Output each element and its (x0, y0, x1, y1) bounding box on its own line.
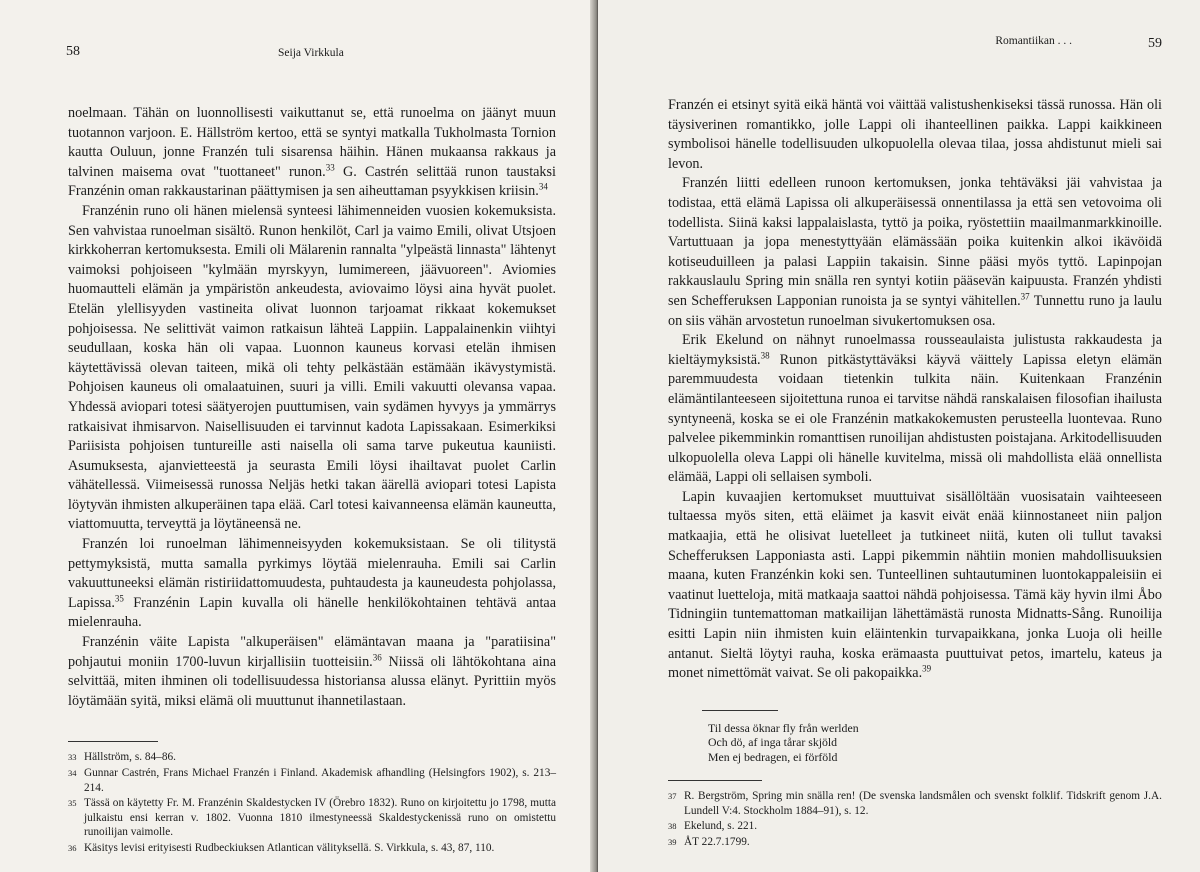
footnote-text: ÅT 22.7.1799. (684, 835, 750, 848)
paragraph (668, 96, 1162, 174)
paragraph (68, 633, 556, 711)
left-footnotes (68, 750, 556, 855)
footnote-ref: 34 (538, 181, 548, 192)
paragraph (668, 331, 1162, 488)
footnote (68, 750, 556, 765)
paragraph-text: Runon pitkästyttäväksi käyvä väittely Lapissa eletyn elämän paremmuudesta voidaan tietenkin tulkita näin. Kuitenkaan Franzénin elämäntilanteeseen sijoitettuna runoa ei tarvitse nähdä ranskalaisen filosofian ihailusta syntyneenä, koska se ei ole Franzénin matkakokemusten perusteella luontevaa. Runo palvelee pikemminkin romanttisen runoilijan ahdistusten poistajana. Arkitodellisuuden ulkopuolella oleva Lappi oli hänelle kuvitelma, missä oli mahdollista elää onnellista elämää, Lappi oli sellaisen symboli. (668, 351, 1162, 486)
paragraph-text: Franzén liitti edelleen runoon kertomuksen, jonka tehtäväksi jäi vahvistaa ja todistaa, että elämä Lapissa oli alkuperäisessä onnentilassa ja että sen vetovoima oli todellista. Siinä kaksi lappalaislasta, tyttö ja poika, ryöstettiin maailmanmarkkinoille. Vartuttuaan ja jopa menestyttyään elämässään poika kuitenkin alkoi ikävöidä kotiseuduilleen ja palasi Lappiin takaisin. Sinne pääsi myös tyttö. Lapinpojan rakkauslaulu Spring min snälla ren syntyi kotiin pääsevän kaipuusta. Franzén yhdisti sen Schefferuksen Lapponian runoista ja se syntyi vähitellen. (668, 175, 1162, 309)
footnote-text: Gunnar Castrén, Frans Michael Franzén i Finland. Akademisk afhandling (Helsingfors 1902), s. 213–214. (84, 767, 556, 794)
paragraph (68, 535, 556, 633)
paragraph-text: Franzénin Lapin kuvalla oli hänelle henkilökohtainen tehtävä antaa mielenrauha. (68, 594, 556, 631)
footnote-number: 33 (68, 752, 77, 763)
footnote-number: 38 (668, 821, 677, 832)
footnote-ref: 33 (325, 162, 335, 173)
footnote-ref: 38 (760, 349, 770, 360)
poem-rule (702, 710, 778, 711)
footnote-text: R. Bergström, Spring min snälla ren! (De svenska landsmålen och svenskt folklif. Tidskrift genom J.A. Lundell V:4. Stockholm 1884–91), s. 12. (684, 790, 1162, 817)
footnote (68, 796, 556, 840)
footnote-text: Tässä on käytetty Fr. M. Franzénin Skaldestycken IV (Örebro 1832). Runo on kirjoitettu jo 1798, mutta julkaistu ensi kerran v. 1802. Vuonna 1810 ilmestyneessä Skaldestyckenissä runo on omistettu runoilijan vaimolle. (84, 797, 556, 839)
footnote-ref: 35 (114, 593, 124, 604)
left-page (0, 0, 596, 872)
footnote (68, 841, 556, 856)
footnote-number: 36 (68, 842, 77, 853)
poem-quote (708, 710, 1162, 764)
paragraph-text: Tunnettu runo ja laulu on siis vähän arvostetun runoelman sivukertomuksen osa. (668, 292, 1162, 329)
paragraph (668, 488, 1162, 684)
paragraph-text: Niissä oli lähtökohtana aina selvittää, miten ihminen oli todellisuudessa historiansa alussa elänyt. Pyrittiin myös löytämään syitä, miksi elämä oli muuttunut ihannetilastaan. (68, 653, 556, 709)
paragraph (68, 202, 556, 535)
footnote-text: Hällström, s. 84–86. (84, 751, 176, 764)
right-body-text (668, 96, 1162, 684)
footnote-ref: 39 (922, 663, 932, 674)
paragraph (668, 174, 1162, 331)
right-footnote-rule (668, 780, 762, 781)
paragraph-text: Franzénin väite Lapista "alkuperäisen" elämäntavan maana ja "paratiisina" pohjautui moniin 1700-luvun kirjallisiin tuotteisiin. (68, 634, 556, 670)
paragraph-text: G. Castrén selittää runon taustaksi Franzénin oman rakkaustarinan päättymisen ja sen aiheuttaman psyykkisen kriisin. (68, 163, 556, 200)
left-body-text (68, 104, 556, 711)
paragraph (68, 104, 556, 202)
paragraph-text: Franzén loi runoelman lähimenneisyyden kokemuksistaan. Se oli tilitystä pettymyksistä, mutta samalla pyrkimys löytää mielenrauha. Emili sai Carlin vakuuttuneeksi elämän ristiriidattomuudesta, puhtaudesta ja kauneudesta pohjolassa, Lapissa. (68, 536, 556, 611)
left-running-header (68, 36, 556, 66)
footnote-number: 35 (68, 798, 77, 809)
paragraph-text: Erik Ekelund on nähnyt runoelmassa rousseaulaista julistusta rakkaudesta ja kieltäymyksistä. (668, 332, 1162, 368)
right-footnotes (668, 789, 1162, 849)
right-running-head: Romantiikan . . . (995, 35, 1072, 47)
right-footnotes-block (668, 780, 1162, 849)
poem-line: Til dessa öknar fly från werlden (708, 720, 859, 735)
right-running-header (668, 30, 1162, 60)
left-page-number: 58 (66, 44, 80, 59)
footnote (668, 835, 1162, 850)
footnote (68, 766, 556, 795)
footnote (668, 819, 1162, 834)
footnote-number: 37 (668, 791, 677, 802)
paragraph-text: Franzén ei etsinyt syitä eikä häntä voi väittää valistushenkiseksi tässä runossa. Hän oli täysiverinen romantikko, jolle Lappi oli ihanteellinen paikka. Lappi kaikkineen symbolisoi hänelle todellisuuden ulkopuolella olevaa tilaa, jossa ahdistunut mieli sai levon. (668, 97, 1162, 172)
right-page-number: 59 (1148, 36, 1162, 51)
paragraph-text: noelmaan. Tähän on luonnollisesti vaikuttanut se, että runoelma on jäänyt muun tuotannon varjoon. E. Hällström kertoo, että se syntyi matkalla Tukholmasta Tornion kautta Ouluun, jonne Franzén tuli sisarensa häihin. Hänen mukaansa rakkaus ja talvinen maisema ovat "tuottaneet" runon. (68, 105, 556, 180)
right-page (598, 0, 1200, 872)
footnote-text: Ekelund, s. 221. (684, 820, 758, 833)
footnote (668, 789, 1162, 818)
poem-line: Och dö, af inga tårar skjöld (708, 735, 838, 750)
footnote-number: 34 (68, 768, 77, 778)
footnote-ref: 36 (372, 651, 382, 662)
footnote-text: Käsitys levisi erityisesti Rudbeckiuksen Atlantican välityksellä. S. Virkkula, s. 43, 87, 110. (84, 841, 495, 854)
paragraph-text: Franzénin runo oli hänen mielensä synteesi lähimenneiden vuosien kokemuksista. Sen vahvistaa runoelman sisältö. Runon henkilöt, Carl ja vaimo Emili, olivat Utsjoen kirkkoherran kertomuksesta. Emili oli Mälarenin rannalta "ylpeästä linnasta" lähtenyt vaimoksi pohjoiseen "kylmään myrskyyn, lumimereen, jäävuoreen". Aviomies huomautteli elämän ja ympäristön ankeudesta, aviovaimo löysi aina hyvät puolet. Etelän ylellisyyden vastineita olivat luonnon tarjoamat rikkaat kokemukset pohjoisessa. Ne selittivät vaimon ratkaisun lähteä Lappiin. Lappalainenkin viihtyi seudullaan, koska hän oli vapaa. Luonnon kauneus korvasi etelän ihmisen käytettävissä olevan taiteen, mikä oli tehty pelkästään estämään ikävystymistä. Pohjoisen kauneus oli omalaatuinen, suuri ja villi. Emili vakuutti olevansa vapaa. Yhdessä aviopari totesi säätyerojen puuttumisen, vain sydämen hyvyys ja ymmärrys ratkaisivat ihmisarvon. Naisellisuuden ei tarvinnut kadota Lapissakaan. Esimerkiksi Pariisista pohjoisen tuntureille asti naisella oli sama tarve pukeutua kauniisti. Asumuksesta, ajanvietteestä ja seurasta Emili löysi ihailtavat puolet Carlin vähätellessä. Viimeisessä runossa Neljäs hetki takan äärellä aviopari totesi Lapista löytyvän ihmisten alkuperäinen tapa elää. Carl totesi kaivanneensa elämän kauneutta, viattomuutta, terveyttä ja löytäneensä ne. (68, 202, 556, 533)
poem-line: Men ej bedragen, ei förföld (708, 749, 838, 764)
left-running-head: Seija Virkkula (278, 47, 344, 59)
footnote-number: 39 (668, 836, 677, 847)
left-footnote-rule (68, 741, 158, 742)
paragraph-text: Lapin kuvaajien kertomukset muuttuivat sisällöltään vuosisatain vaihteeseen tultaessa myös siten, että eläimet ja kasvit eivät enää kiinnostaneet niin paljon matkaajia, että he olisivat luetelleet ja tutkineet niitä, kuten oli tullut tavaksi Schefferuksen Lapponiasta asti. Lappi pikemmin nähtiin monien mahdollisuuksien maana, kuten Franzénkin koki sen. Tunteellinen suhtautuminen luontokappaleisiin ei vaatinut luetteloja, mitä matkaaja saattoi nähdä pohjoisessa. Tämä käy hyvin ilmi Åbo Tidningiin tuntemattoman matkailijan lähettämästä runosta Midnatts-Sång. Runoilija esitti Lapin niin ihmisten kuin eläintenkin turvapaikkana, jonka Luoja oli heille antanut. Sieltä löytyi rauha, koska erämaasta puuttuivat petos, imartelu, kateus ja monet nimettömät vaivat. Se oli pakopaikka. (668, 488, 1162, 682)
footnote-ref: 37 (1020, 291, 1030, 302)
